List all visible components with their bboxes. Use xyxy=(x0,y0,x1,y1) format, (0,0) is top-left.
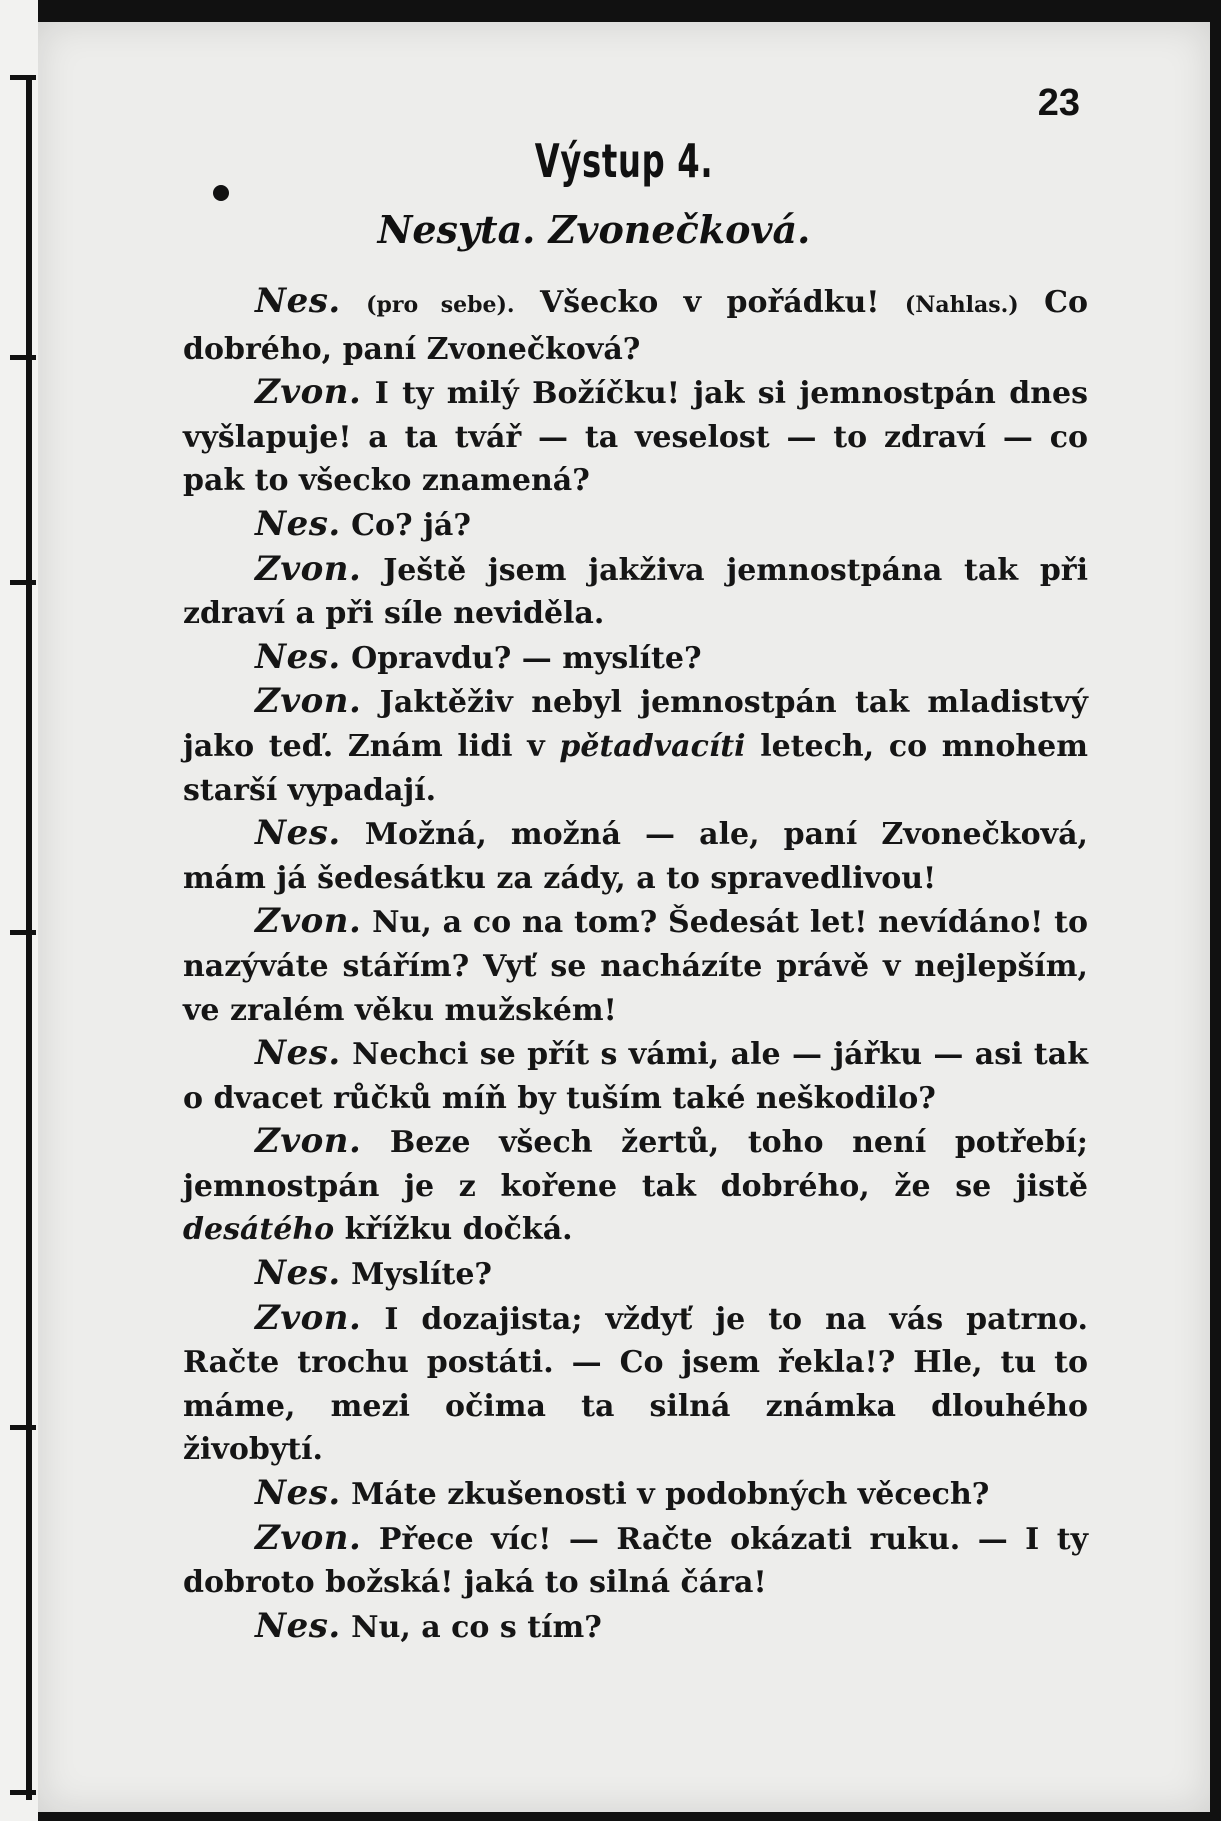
dialogue-paragraph xyxy=(183,548,1088,636)
speaker-name: Zvon. xyxy=(255,1297,362,1338)
speaker-name: Nes. xyxy=(255,281,341,321)
spoken-text: Jaktěživ nebyl jemnostpán tak mladistvý jako teď. Znám lidi v xyxy=(183,685,1088,764)
dialogue-paragraph xyxy=(183,812,1088,900)
dialogue-paragraph xyxy=(183,280,1088,371)
stage-direction: (Nahlas.) xyxy=(904,292,1019,318)
spoken-text: Myslíte? xyxy=(351,1257,493,1293)
speaker-name: Zvon. xyxy=(255,901,362,942)
scene-characters: Nesyta. Zvonečková. xyxy=(377,207,811,252)
spoken-text: Nechci se přít s vámi, ale — jářku — asi tak o dvacet růčků míň by tuším také neškodilo? xyxy=(183,1037,1088,1116)
speaker-name: Nes. xyxy=(255,1033,341,1074)
speaker-name: Nes. xyxy=(255,1253,341,1294)
dialogue-paragraph xyxy=(183,680,1088,812)
dialogue-paragraph xyxy=(183,1297,1088,1472)
spoken-text: Přece víc! — Račte okázati ruku. — I ty dobroto božská! jaká to silná čára! xyxy=(183,1521,1088,1601)
dialogue-paragraph xyxy=(183,1472,1088,1517)
speaker-name: Zvon. xyxy=(255,1517,362,1558)
dialogue-paragraph xyxy=(183,1120,1088,1252)
speaker-name: Nes. xyxy=(255,636,341,677)
speaker-name: Zvon. xyxy=(255,548,362,589)
spoken-text: Všecko v pořádku! xyxy=(514,285,905,320)
scene-title: Výstup 4. xyxy=(534,134,714,188)
binding-tick xyxy=(10,75,36,80)
book-page xyxy=(38,22,1210,1812)
spoken-text: Co? já? xyxy=(351,507,471,543)
spoken-text: Opravdu? — myslíte? xyxy=(351,640,702,676)
binding-line xyxy=(26,80,32,1800)
dialogue-paragraph xyxy=(183,371,1088,503)
spoken-text: letech, co mnohem starší vypadají. xyxy=(183,728,1089,808)
binding-tick xyxy=(10,580,36,585)
spoken-text: I ty milý Božíčku! jak si jemnostpán dnes vyšlapuje! a ta tvář — ta veselost — to zdraví — co pak to všecko znamená? xyxy=(183,376,1088,499)
binding-tick xyxy=(10,1790,36,1795)
dialogue-paragraph xyxy=(183,1032,1088,1120)
emphasized-text: desátého xyxy=(183,1212,335,1248)
speaker-name: Nes. xyxy=(255,1473,341,1514)
binding-edge xyxy=(0,0,38,1821)
spoken-text: Možná, možná — ale, paní Zvonečková, mám já šedesátku za zády, a to spravedlivou! xyxy=(183,817,1088,896)
speaker-name: Zvon. xyxy=(255,372,362,413)
dialogue-paragraph xyxy=(183,636,1088,681)
speaker-name: Nes. xyxy=(255,813,341,854)
spoken-text: Co dobrého, paní Zvonečková? xyxy=(183,285,1088,367)
spoken-text: Beze všech žertů, toho není potřebí; jemnostpán je z kořene tak dobrého, že se jistě xyxy=(183,1125,1088,1204)
dialogue-paragraph xyxy=(183,1605,1088,1650)
binding-tick xyxy=(10,1425,36,1430)
spoken-text: Nu, a co s tím? xyxy=(351,1609,602,1645)
binding-tick xyxy=(10,355,36,360)
spoken-text: Nu, a co na tom? Šedesát let! nevídáno! to nazýváte stářím? Vyť se nacházíte právě v nejlepším, ve zralém věku mužském! xyxy=(183,905,1088,1028)
spoken-text: Máte zkušenosti v podobných věcech? xyxy=(351,1477,990,1513)
dialogue-paragraph xyxy=(183,1252,1088,1297)
dialogue-paragraph xyxy=(183,503,1088,548)
speaker-name: Nes. xyxy=(255,1605,341,1646)
spoken-text: I dozajista; vždyť je to na vás patrno. Račte trochu postáti. — Co jsem řekla!? Hle, tu to máme, mezi očima ta silná známka dlouhého živobytí. xyxy=(183,1301,1088,1468)
speaker-name: Zvon. xyxy=(255,1121,362,1162)
dialogue-text xyxy=(183,280,1088,1649)
stage-direction: (pro sebe). xyxy=(366,292,515,318)
speaker-name: Zvon. xyxy=(255,681,362,722)
spoken-text: Ještě jsem jakživa jemnostpána tak při zdraví a při síle neviděla. xyxy=(183,552,1088,632)
dialogue-paragraph xyxy=(183,1517,1088,1605)
page-number: 23 xyxy=(1037,82,1080,124)
spoken-text: křížku dočká. xyxy=(334,1212,573,1248)
binding-tick xyxy=(10,930,36,935)
emphasized-text: pětadvacíti xyxy=(559,728,746,764)
dialogue-paragraph xyxy=(183,900,1088,1032)
speaker-name: Nes. xyxy=(255,503,341,544)
